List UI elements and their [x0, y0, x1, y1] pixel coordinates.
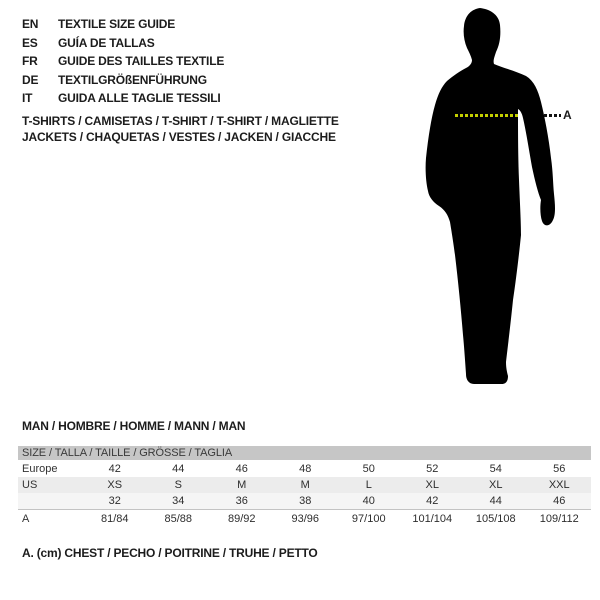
table-row-us-numbers — [18, 493, 591, 510]
table-row-chest-measure — [18, 510, 591, 529]
size-table-header: SIZE / TALLA / TAILLE / GRÖSSE / TAGLIA — [18, 446, 591, 460]
language-guide-list — [22, 15, 224, 108]
cell: 44 — [464, 493, 528, 510]
language-code: IT — [22, 91, 33, 106]
cell: 89/92 — [210, 510, 274, 529]
language-code: FR — [22, 54, 38, 69]
cell: 48 — [274, 460, 338, 477]
cell: 52 — [401, 460, 465, 477]
cell: XXL — [528, 477, 592, 493]
cell: 34 — [147, 493, 211, 510]
cell: 93/96 — [274, 510, 338, 529]
table-row-us-letters — [18, 477, 591, 493]
measurement-note: A. (cm) CHEST / PECHO / POITRINE / TRUHE / PETTO — [22, 546, 318, 560]
row-label — [18, 493, 83, 510]
cell: M — [274, 477, 338, 493]
man-silhouette-svg — [400, 0, 600, 400]
cell: 36 — [210, 493, 274, 510]
language-label: GUÍA DE TALLAS — [58, 35, 155, 50]
language-label: GUIDA ALLE TAGLIE TESSILI — [58, 91, 221, 106]
cell: 85/88 — [147, 510, 211, 529]
man-silhouette-path — [426, 8, 555, 384]
chest-measure-dash-on-body — [455, 114, 518, 117]
cell: S — [147, 477, 211, 493]
language-code: DE — [22, 72, 39, 87]
cell: 81/84 — [83, 510, 147, 529]
cell: M — [210, 477, 274, 493]
cell: 109/112 — [528, 510, 592, 529]
cell: XL — [401, 477, 465, 493]
cell: 32 — [83, 493, 147, 510]
measure-label-a: A — [563, 108, 572, 122]
cell: 42 — [83, 460, 147, 477]
cell: 97/100 — [337, 510, 401, 529]
cell: XL — [464, 477, 528, 493]
cell: L — [337, 477, 401, 493]
size-table — [18, 446, 591, 528]
row-label: US — [18, 477, 83, 493]
table-row-europe — [18, 460, 591, 477]
cell: 50 — [337, 460, 401, 477]
language-row-es — [22, 34, 224, 53]
language-label: GUIDE DES TAILLES TEXTILE — [58, 54, 225, 69]
language-row-de — [22, 71, 224, 90]
language-code: EN — [22, 17, 39, 32]
cell: 42 — [401, 493, 465, 510]
cell: 56 — [528, 460, 592, 477]
language-code: ES — [22, 35, 38, 50]
man-silhouette-figure — [400, 0, 600, 400]
cell: XS — [83, 477, 147, 493]
chest-measure-dash-leader — [544, 114, 561, 117]
cell: 46 — [528, 493, 592, 510]
category-line-tshirts: T-SHIRTS / CAMISETAS / T-SHIRT / T-SHIRT / MAGLIETTE — [22, 114, 339, 128]
language-row-en — [22, 15, 224, 34]
language-label: TEXTILE SIZE GUIDE — [58, 17, 176, 32]
row-label: Europe — [18, 460, 83, 477]
product-categories — [22, 113, 339, 145]
cell: 101/104 — [401, 510, 465, 529]
language-label: TEXTILGRÖßENFÜHRUNG — [58, 72, 207, 87]
cell: 54 — [464, 460, 528, 477]
language-row-fr — [22, 52, 224, 71]
row-label: A — [18, 510, 83, 529]
cell: 44 — [147, 460, 211, 477]
cell: 46 — [210, 460, 274, 477]
language-row-it — [22, 89, 224, 108]
size-table-header-row — [18, 446, 591, 460]
cell: 40 — [337, 493, 401, 510]
cell: 105/108 — [464, 510, 528, 529]
gender-heading: MAN / HOMBRE / HOMME / MANN / MAN — [22, 419, 246, 433]
category-line-jackets: JACKETS / CHAQUETAS / VESTES / JACKEN / GIACCHE — [22, 130, 336, 144]
cell: 38 — [274, 493, 338, 510]
